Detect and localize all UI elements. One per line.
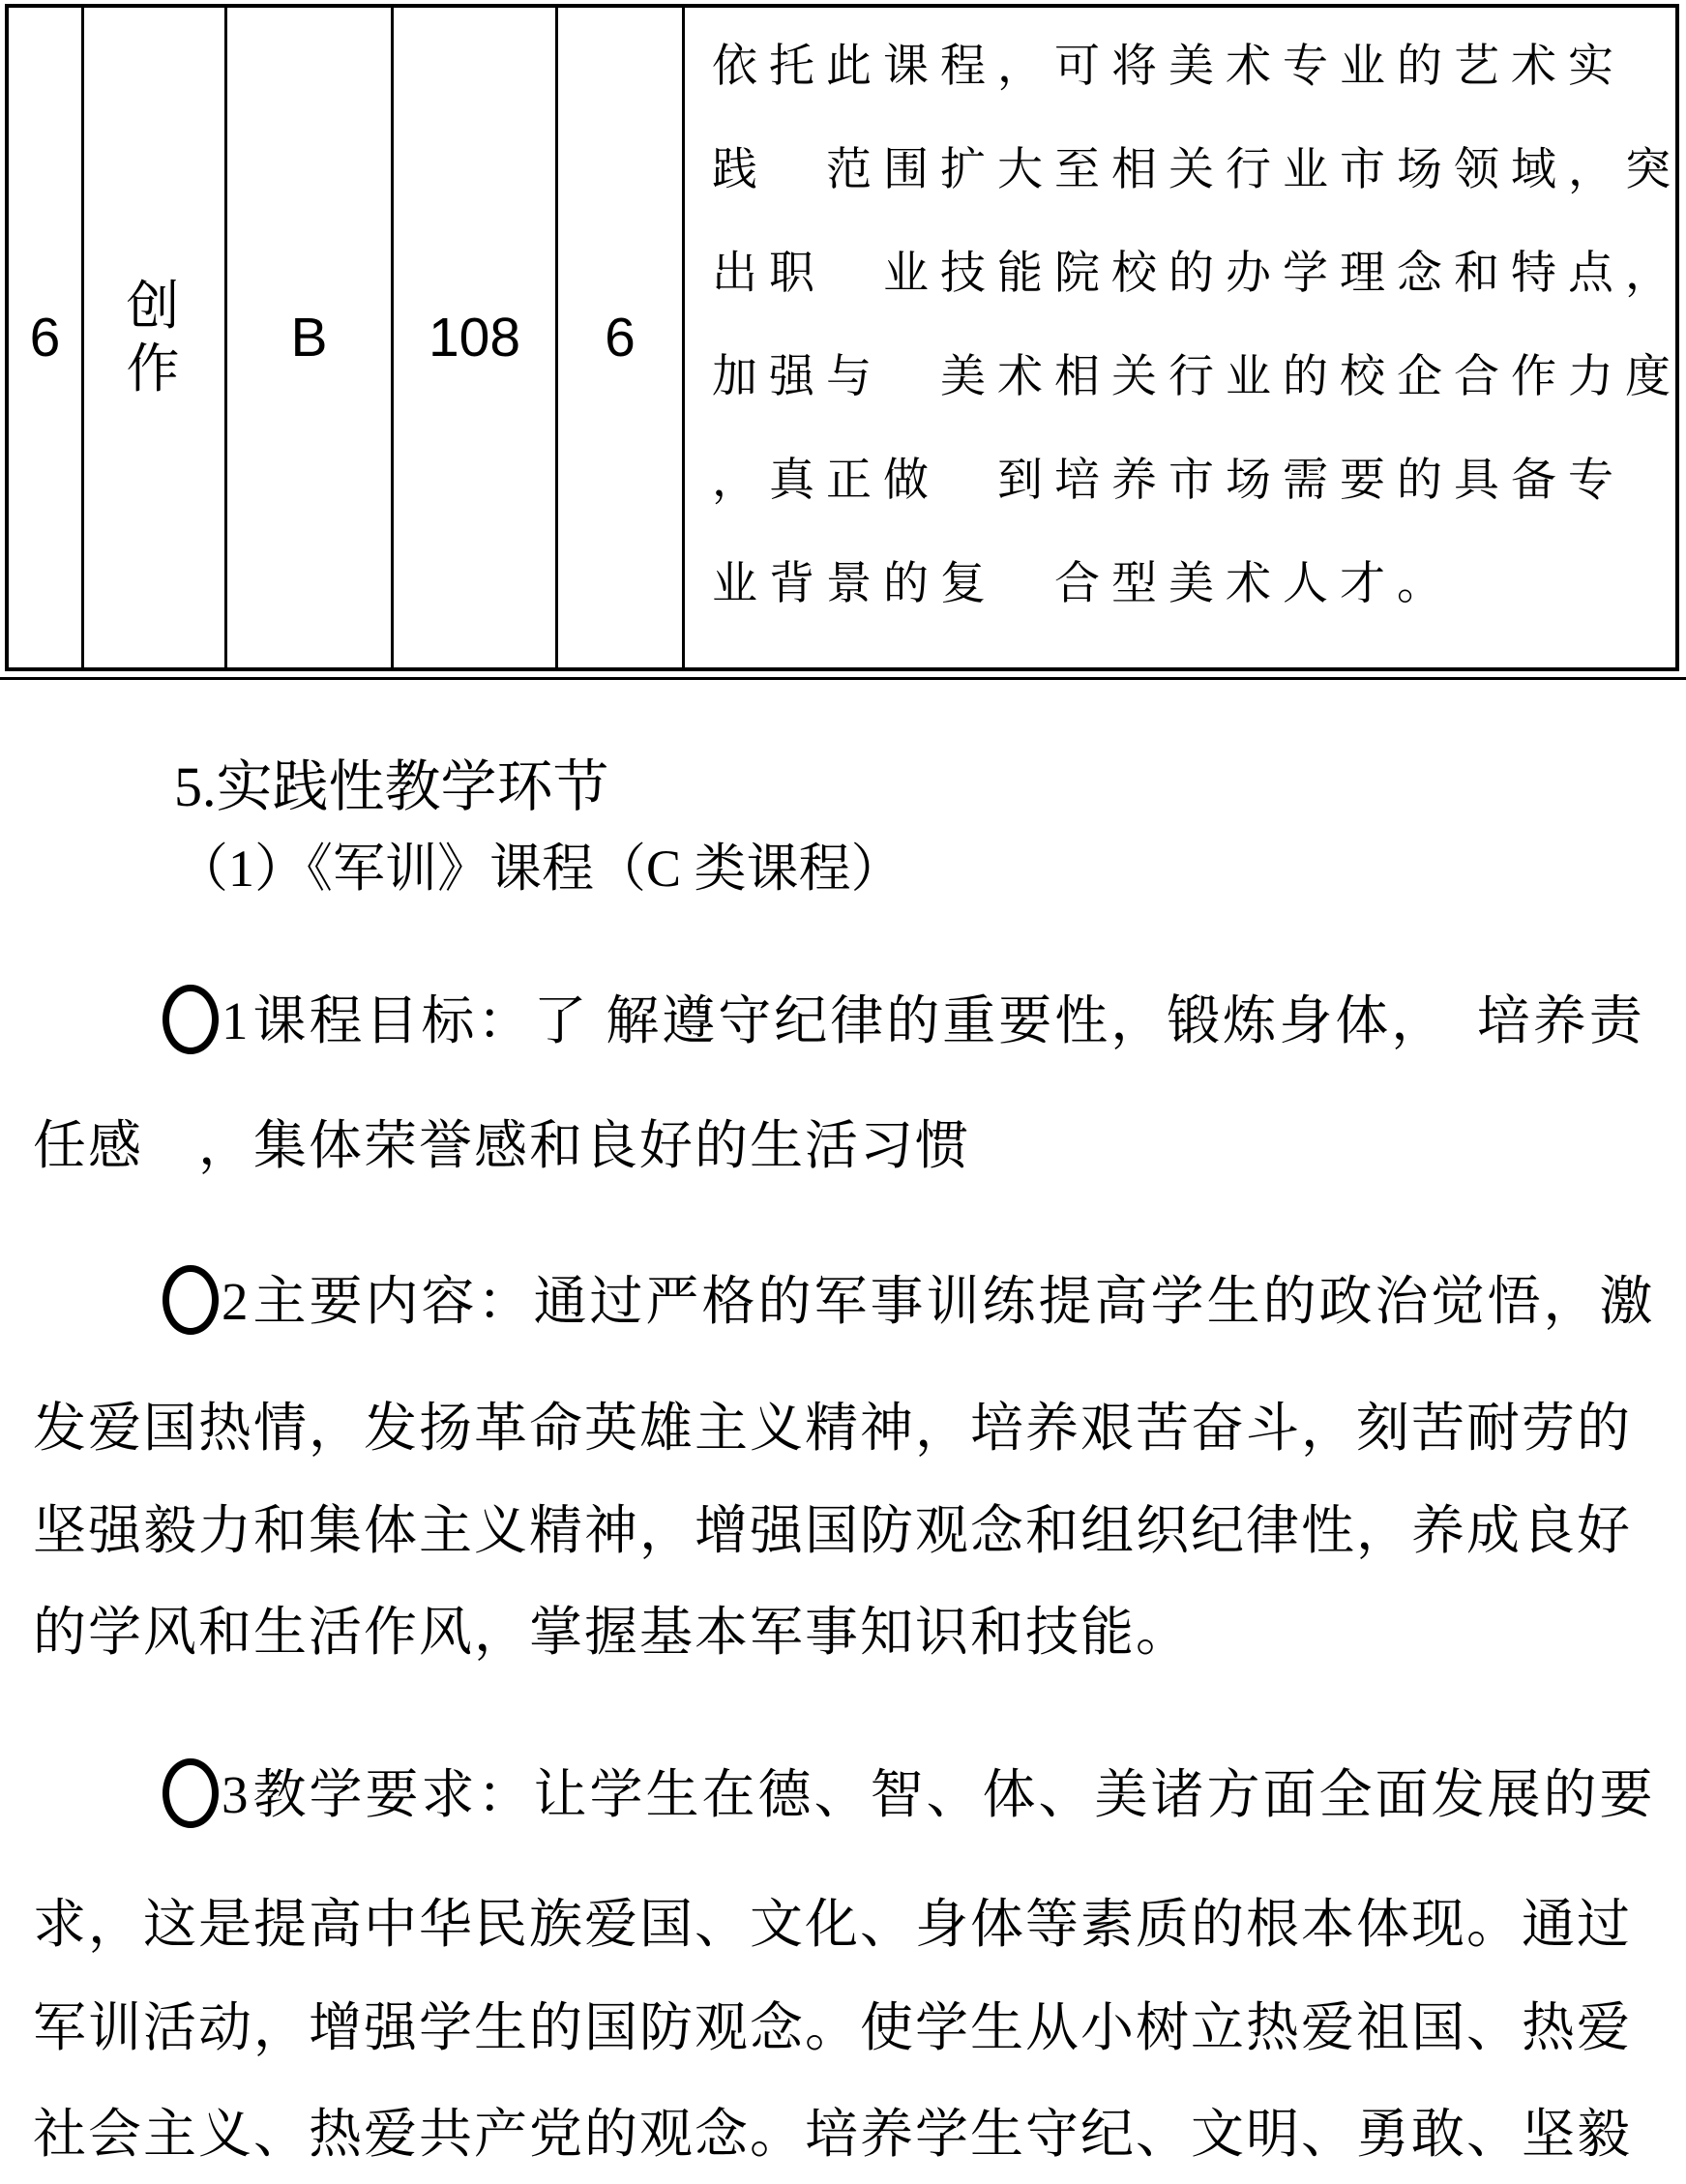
paragraph-line: 求，这是提高中华民族爱国、文化、身体等素质的根本体现。通过 — [33, 1895, 1633, 1954]
paragraph-line: 社会主义、热爱共产党的观念。培养学生守纪、文明、勇敢、坚毅 — [33, 2105, 1633, 2164]
table-cell-credits — [558, 8, 685, 667]
paragraph-line — [163, 1265, 1656, 1335]
description-line: 业背景的复 合型美术人才。 — [712, 559, 1454, 609]
course-name: 创作 — [126, 276, 180, 398]
description-line: 出职 业技能院校的办学理念和特点， — [712, 249, 1682, 299]
paragraph-text: 课程目标：了 解遵守纪律的重要性，锻炼身体， 培养责 — [252, 991, 1645, 1050]
paragraph-line: 的学风和生活作风，掌握基本军事知识和技能。 — [33, 1603, 1192, 1662]
item-marker: 3 — [222, 1765, 251, 1824]
paragraph-line: 发爱国热情，发扬革命英雄主义精神，培养艰苦奋斗，刻苦耐劳的 — [33, 1399, 1633, 1458]
paragraph-line: 军训活动，增强学生的国防观念。使学生从小树立热爱祖国、热爱 — [33, 1998, 1633, 2057]
table-cell-number — [9, 8, 84, 667]
course-number: 6 — [29, 306, 61, 369]
description-line: 加强与 美术相关行业的校企合作力度 — [712, 352, 1682, 402]
section-subheading: （1）《军训》课程（C 类课程） — [176, 840, 903, 898]
item-marker: 1 — [222, 991, 251, 1050]
paragraph-text: 主要内容：通过严格的军事训练提高学生的政治觉悟，激 — [252, 1272, 1656, 1331]
circle-marker-icon — [163, 1265, 219, 1335]
course-category: B — [290, 306, 328, 369]
paragraph-line: 坚强毅力和集体主义精神，增强国防观念和组织纪律性，养成良好 — [33, 1501, 1633, 1560]
table-cell-hours — [394, 8, 558, 667]
description-line: ，真正做 到培养市场需要的具备专 — [712, 456, 1625, 506]
item-marker: 2 — [222, 1272, 251, 1331]
table-cell-description — [685, 8, 1686, 667]
paragraph-line: 任感 ，集体荣誉感和良好的生活习惯 — [33, 1116, 971, 1175]
course-table — [5, 4, 1682, 671]
course-credits: 6 — [605, 306, 636, 369]
course-hours: 108 — [428, 306, 521, 369]
circle-marker-icon — [163, 1758, 219, 1828]
paragraph-line — [163, 985, 1645, 1054]
circle-marker-icon — [163, 985, 219, 1054]
section-heading: 5.实践性教学环节 — [174, 755, 609, 818]
table-cell-category — [227, 8, 394, 667]
description-line: 依托此课程，可将美术专业的艺术实 — [712, 42, 1625, 92]
paragraph-line — [163, 1758, 1656, 1828]
table-bottom-rule — [0, 677, 1686, 680]
paragraph-text: 教学要求：让学生在德、智、体、美诸方面全面发展的要 — [252, 1765, 1656, 1824]
description-line: 践 范围扩大至相关行业市场领域，突 — [712, 145, 1682, 195]
table-cell-course — [84, 8, 227, 667]
